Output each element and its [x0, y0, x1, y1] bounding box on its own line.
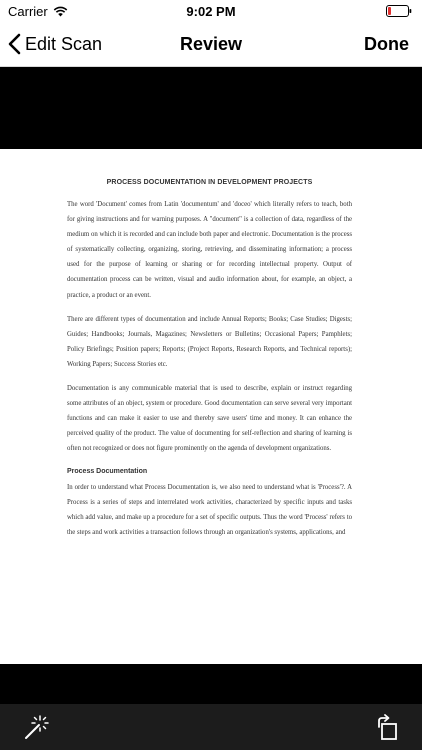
section-heading: Process Documentation [67, 467, 148, 475]
scan-preview-area [0, 67, 422, 704]
document-paragraph: In order to understand what Process Documentation is, we also need to understand what is 'Process'?. A Process is a series of steps and interrelated work activities, characterized by specific inputs and tasks which add value, and make up a procedure for a set of specific outputs. Thus the word 'Process' refers to the steps and work activities a transaction follows through an organization's systems, applications, and [67, 483, 352, 536]
navigation-bar [0, 22, 422, 67]
auto-enhance-button[interactable] [22, 713, 50, 741]
battery-low-icon [386, 5, 412, 17]
bottom-toolbar [0, 704, 422, 750]
scanned-document-page[interactable] [0, 149, 422, 664]
document-paragraph: There are different types of documentation and include Annual Reports; Books; Case Studies; Digests; Guides; Handbooks; Journals, Magazines; Newsletters or Bulletins; Occasional Papers; Pamphlets; Policy Briefings; Position papers; Reports; (Project Reports, Research Reports, and Technical reports); Working Papers; Success Stories etc. [67, 315, 352, 368]
magic-wand-icon [22, 713, 50, 741]
edit-scan-back-button[interactable] [8, 22, 102, 66]
rotate-icon [374, 713, 402, 741]
status-time: 9:02 PM [186, 4, 236, 19]
carrier-label: Carrier [8, 4, 48, 19]
document-title: PROCESS DOCUMENTATION IN DEVELOPMENT PROJECTS [106, 179, 313, 186]
document-paragraph: The word 'Document' comes from Latin 'documentum' and 'doceo' which literally refers to teach, both for giving instructions and for warning purposes. A "document" is a collection of data, regardless of the medium on which it is recorded and can include both paper and electronic. Documentation is the process of systematically collecting, organizing, storing, retrieving, and disseminating information; a process used for the purpose of learning or sharing or for recording intellectual property. Output of documentation process can be written, visual and audio information about, for example, an object, a practice, a product or an event. [67, 201, 352, 299]
rotate-button[interactable] [374, 713, 402, 741]
done-button[interactable]: Done [364, 34, 409, 54]
back-button-label: Edit Scan [25, 33, 103, 54]
document-paragraph: Documentation is any communicable material that is used to describe, explain or instruct regarding some attributes of an object, system or procedure. Good documentation can serve several very important functions and can make it easier to use and thereby save users' time and money. It can enhance the perceived quality of the product. The value of documenting for self-reflection and sharing of learning is often not recognized or does not figure prominently on the agenda of development organizations. [67, 385, 352, 453]
chevron-left-icon [8, 33, 21, 55]
page-title: Review [179, 34, 243, 54]
status-bar [0, 0, 422, 22]
document-content [67, 179, 352, 549]
